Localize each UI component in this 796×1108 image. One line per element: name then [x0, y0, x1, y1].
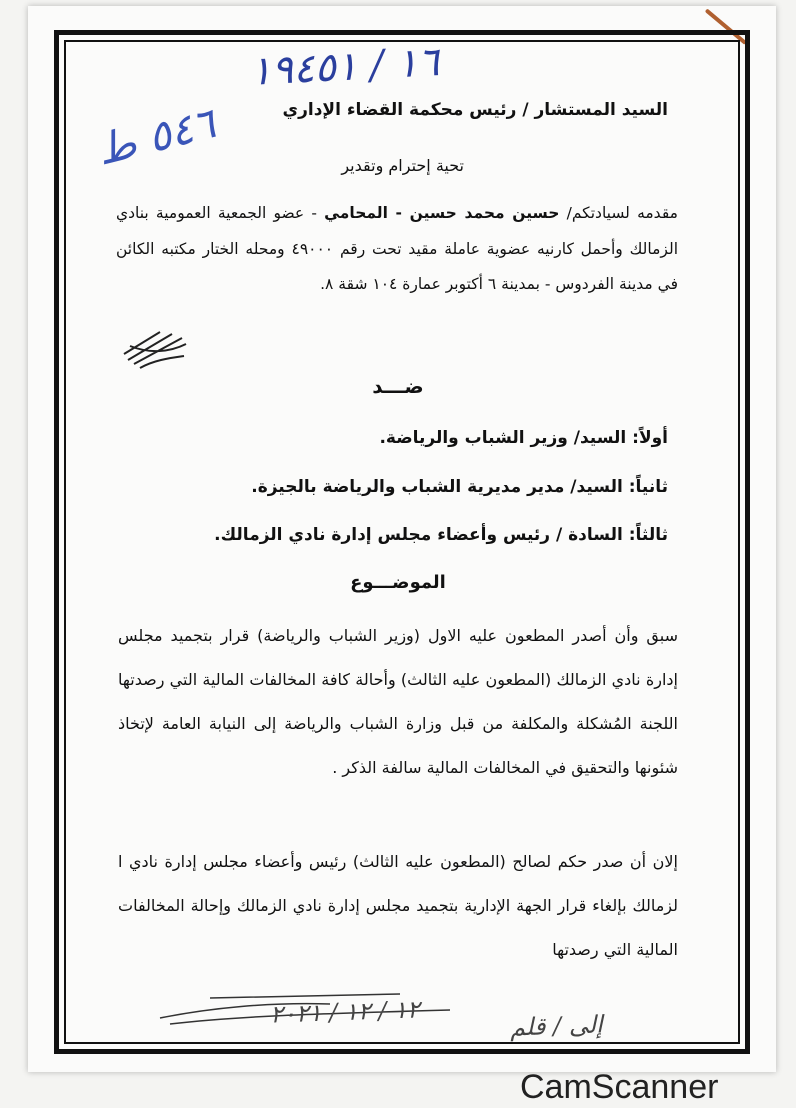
respondent-ordinal: ثالثاً:: [628, 525, 668, 545]
respondent-first: [118, 428, 668, 448]
scanner-watermark: CamScanner: [520, 1068, 719, 1106]
intro-rest: - عضو الجمعية العمومية بنادي الزمالك وأحمل كارنيه عضوية عاملة مقيد تحت رقم ٤٩٠٠٠ ومحله الختار مكتبه الكائن في مدينة الفردوس - بمدينة ٦ أكتوبر عمارة ١٠٤ شقة ٨.: [116, 204, 678, 293]
respondent-name: السادة / رئيس وأعضاء مجلس إدارة نادي الزمالك.: [214, 525, 623, 545]
against-heading: ضـــد: [372, 374, 424, 398]
subject-heading: الموضـــوع: [350, 572, 446, 593]
respondent-ordinal: ثانياً:: [628, 477, 668, 497]
respondent-third: [118, 525, 668, 545]
handwritten-bottom-note: إلى / قلم: [509, 1010, 604, 1042]
greeting: تحية إحترام وتقدير: [341, 156, 464, 175]
introduction-paragraph: [116, 196, 678, 303]
respondent-ordinal: أولاً:: [632, 428, 668, 448]
respondent-name: السيد/ وزير الشباب والرياضة.: [379, 428, 627, 448]
addressee: السيد المستشار / رئيس محكمة القضاء الإداري: [282, 100, 668, 120]
handwritten-reference-number: ١٦ / ١٩٤٥١: [248, 39, 441, 95]
handwritten-signature-mark: [120, 324, 190, 370]
subject-paragraph-1: سبق وأن أصدر المطعون عليه الاول (وزير الشباب والرياضة) قرار بتجميد مجلس إدارة نادي الزمالك (المطعون عليه الثالث) وأحالة كافة المخالفات المالية التي رصدتها اللجنة المُشكلة والمكلفة من قبل وزارة الشباب والرياضة إلى النيابة العامة لإتخاذ شئونها والتحقيق في المخالفات المالية سالفة الذكر .: [118, 626, 678, 777]
respondent-second: [118, 477, 668, 497]
petitioner-name: حسين محمد حسين - المحامي: [324, 204, 560, 222]
handwritten-bottom-date: ١٢ / ١٢ / ٢٠٢١: [269, 995, 421, 1029]
respondent-name: السيد/ مدير مديرية الشباب والرياضة بالجيزة.: [251, 477, 623, 497]
intro-prefix: مقدمه لسيادتكم/: [566, 204, 678, 222]
handwritten-margin-note: ٥٤٦ ط: [91, 98, 221, 175]
subject-paragraph-2: إلان أن صدر حكم لصالح (المطعون عليه الثالث) رئيس وأعضاء مجلس إدارة نادي ا لزمالك بإلغاء قرار الجهة الإدارية بتجميد مجلس إدارة نادي الزمالك وإحالة المخالفات المالية التي رصدتها: [118, 852, 678, 959]
